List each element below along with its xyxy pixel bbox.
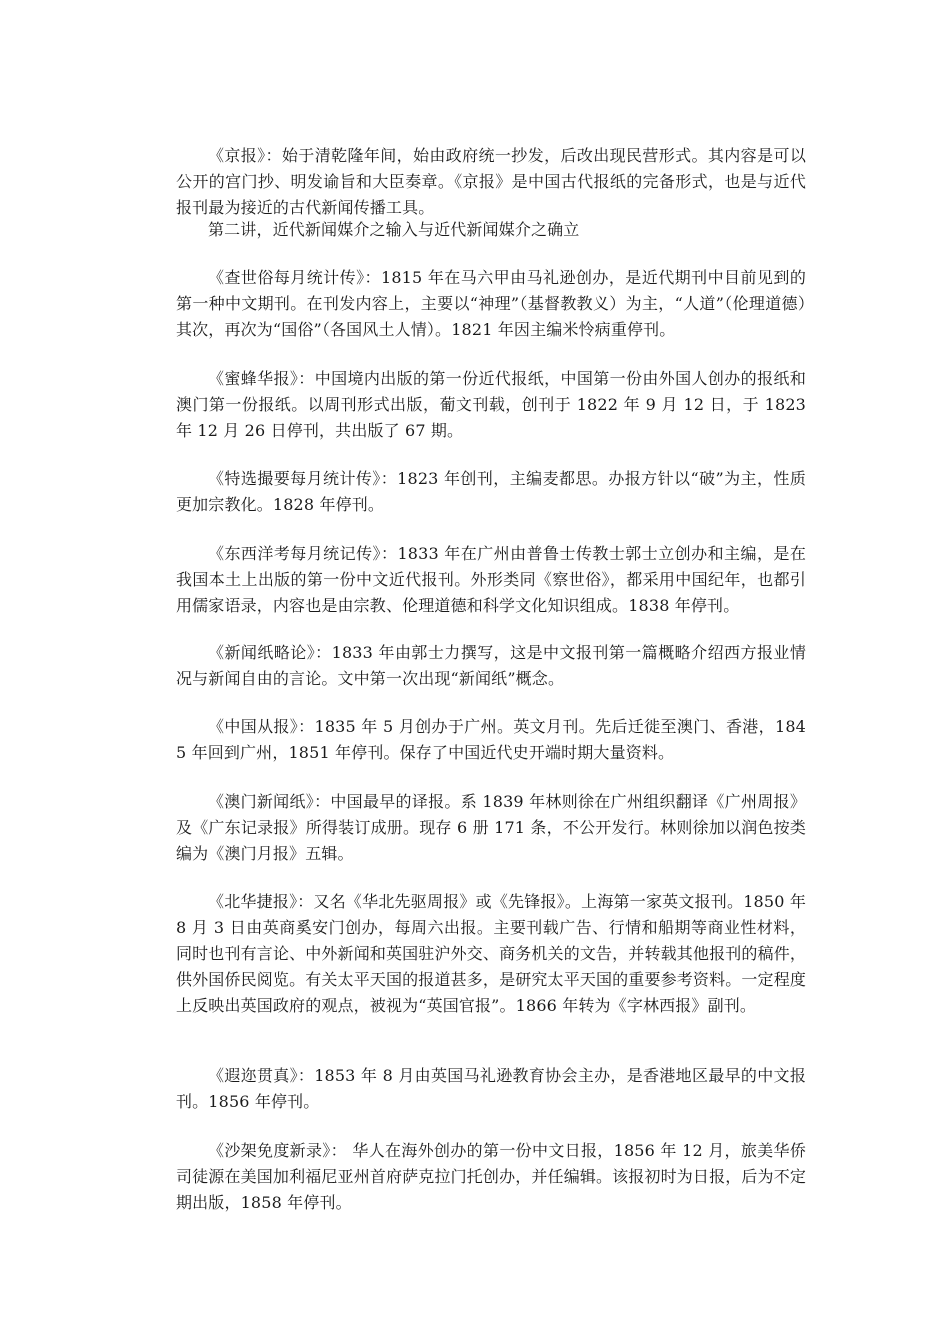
paragraph-jingbao: 《京报》：始于清乾隆年间，始由政府统一抄发，后改出现民营形式。其内容是可以公开的宫门抄、明发谕旨和大臣奏章。《京报》是中国古代报纸的完备形式，也是与近代报刊最为接近的古代新闻传播工具。 [176, 146, 806, 217]
paragraph-zhongguo-congbao: 《中国从报》：1835 年 5 月创办于广州。英文月刊。先后迁徙至澳门、香港，1845 年回到广州，1851 年停刊。保存了中国近代史开端时期大量资料。 [176, 717, 806, 762]
paragraph-xinwenzhi-lüelun: 《新闻纸略论》：1833 年由郭士力撰写，这是中文报刊第一篇概略介绍西方报业情况与新闻自由的言论。文中第一次出现“新闻纸”概念。 [176, 643, 806, 688]
paragraph-texuan-cuoyao: 《特选撮要每月统计传》：1823 年创刊，主编麦都思。办报方针以“破”为主，性质更加宗教化。1828 年停刊。 [176, 469, 806, 514]
paragraph-chashisu: 《查世俗每月统计传》：1815 年在马六甲由马礼逊创办，是近代期刊中目前见到的第一种中文期刊。在刊发内容上，主要以“神理”（基督教教义）为主，“人道”（伦理道德）其次，再次为“国俗”（各国风土人情）。1821 年因主编米怜病重停刊。 [176, 268, 806, 339]
paragraph-xiaer-guanzhen: 《遐迩贯真》：1853 年 8 月由英国马礼逊教育协会主办，是香港地区最早的中文报刊。1856 年停刊。 [176, 1066, 806, 1111]
paragraph-mifeng-huabao: 《蜜蜂华报》：中国境内出版的第一份近代报纸，中国第一份由外国人创办的报纸和澳门第一份报纸。以周刊形式出版，葡文刊载，创刊于 1822 年 9 月 12 日，于 1823 年 12 月 26 日停刊，共出版了 67 期。 [176, 369, 806, 440]
section-heading-lecture-two: 第二讲，近代新闻媒介之输入与近代新闻媒介之确立 [208, 220, 580, 239]
paragraph-shajia-mianduxinlu: 《沙架免度新录》： 华人在海外创办的第一份中文日报，1856 年 12 月，旅美华侨司徒源在美国加利福尼亚州首府萨克拉门托创办，并任编辑。该报初时为日报，后为不定期出版，1858 年停刊。 [176, 1141, 806, 1212]
paragraph-beihua-jiebao: 《北华捷报》：又名《华北先驱周报》或《先锋报》。上海第一家英文报刊。1850 年 8 月 3 日由英商奚安门创办，每周六出报。主要刊载广告、行情和船期等商业性材料，同时也刊有言论、中外新闻和英国驻沪外交、商务机关的文告，并转载其他报刊的稿件，供外国侨民阅览。有关太平天国的报道甚多，是研究太平天国的重要参考资料。一定程度上反映出英国政府的观点，被视为“英国官报”。1866 年转为《字林西报》副刊。 [176, 892, 806, 1015]
paragraph-dongxiyang-kao: 《东西洋考每月统记传》：1833 年在广州由普鲁士传教士郭士立创办和主编，是在我国本土上出版的第一份中文近代报刊。外形类同《察世俗》，都采用中国纪年，也都引用儒家语录，内容也是由宗教、伦理道德和科学文化知识组成。1838 年停刊。 [176, 544, 806, 615]
paragraph-aomen-xinwenzhi: 《澳门新闻纸》：中国最早的译报。系 1839 年林则徐在广州组织翻译《广州周报》及《广东记录报》所得装订成册。现存 6 册 171 条，不公开发行。林则徐加以润色按类编为《澳门月报》五辑。 [176, 792, 806, 863]
